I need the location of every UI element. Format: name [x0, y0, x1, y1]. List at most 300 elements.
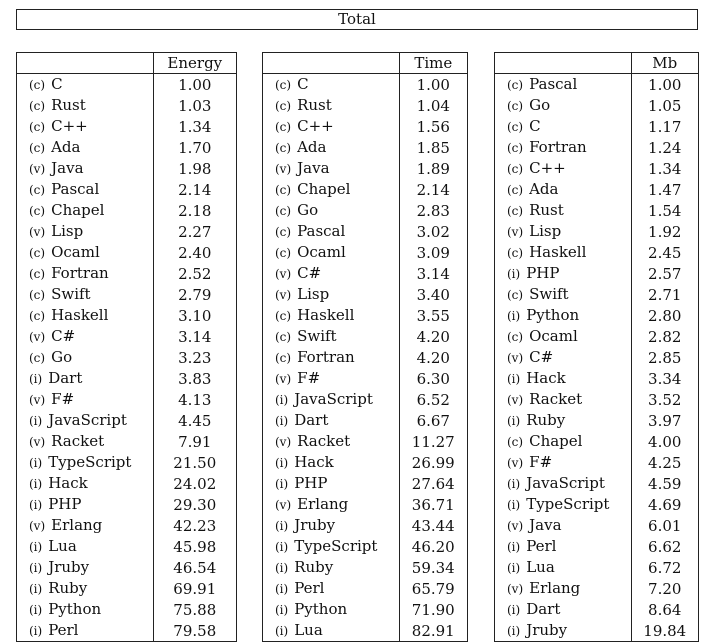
language-type-tag: (c) — [29, 246, 46, 260]
language-type-tag: (v) — [275, 162, 292, 176]
value-cell: 2.83 — [399, 200, 467, 221]
language-name: Go — [297, 201, 319, 219]
language-type-tag: (c) — [275, 309, 292, 323]
language-type-tag: (i) — [275, 414, 289, 428]
language-cell — [263, 368, 400, 389]
language-name: Jruby — [294, 516, 336, 534]
value-cell: 4.20 — [399, 347, 467, 368]
language-cell — [17, 368, 154, 389]
value-cell: 1.85 — [399, 137, 467, 158]
language-cell — [263, 578, 400, 599]
language-cell — [495, 263, 632, 284]
table-row — [495, 221, 699, 242]
language-cell — [263, 473, 400, 494]
language-type-tag: (c) — [507, 183, 524, 197]
language-name: Python — [294, 600, 348, 618]
language-cell — [263, 326, 400, 347]
table-row — [495, 95, 699, 116]
language-cell — [263, 557, 400, 578]
table-row — [263, 305, 468, 326]
language-name: TypeScript — [48, 453, 132, 471]
language-type-tag: (c) — [275, 78, 292, 92]
language-cell — [495, 515, 632, 536]
value-cell: 71.90 — [399, 599, 467, 620]
language-cell — [263, 263, 400, 284]
table-row — [495, 137, 699, 158]
language-type-tag: (i) — [275, 603, 289, 617]
value-cell: 82.91 — [399, 620, 467, 642]
language-type-tag: (c) — [29, 183, 46, 197]
language-name: Perl — [526, 537, 557, 555]
value-cell: 6.52 — [399, 389, 467, 410]
language-cell — [495, 557, 632, 578]
language-name: Racket — [297, 432, 351, 450]
table-row — [263, 95, 468, 116]
language-name: Dart — [526, 600, 561, 618]
value-cell: 3.14 — [399, 263, 467, 284]
language-cell — [263, 158, 400, 179]
language-type-tag: (v) — [507, 393, 524, 407]
table-row — [495, 599, 699, 620]
language-type-tag: (i) — [507, 414, 521, 428]
language-cell — [263, 410, 400, 431]
language-cell — [17, 74, 154, 96]
table-row — [17, 137, 237, 158]
value-cell: 27.64 — [399, 473, 467, 494]
value-cell: 8.64 — [631, 599, 698, 620]
language-cell — [263, 515, 400, 536]
value-cell: 1.98 — [153, 158, 236, 179]
table-row — [263, 620, 468, 642]
language-cell — [17, 536, 154, 557]
value-cell: 46.20 — [399, 536, 467, 557]
language-name: Chapel — [529, 432, 583, 450]
language-name: Dart — [294, 411, 329, 429]
mb-column-header: Mb — [631, 53, 698, 74]
value-cell: 1.04 — [399, 95, 467, 116]
value-cell: 45.98 — [153, 536, 236, 557]
table-row — [17, 431, 237, 452]
language-name: C++ — [529, 159, 566, 177]
language-cell — [17, 620, 154, 642]
language-type-tag: (c) — [29, 288, 46, 302]
language-name: Hack — [294, 453, 334, 471]
language-type-tag: (c) — [275, 183, 292, 197]
value-cell: 1.89 — [399, 158, 467, 179]
language-cell — [495, 326, 632, 347]
language-cell — [495, 368, 632, 389]
value-cell: 3.52 — [631, 389, 698, 410]
language-cell — [495, 221, 632, 242]
table-row — [263, 137, 468, 158]
language-cell — [495, 347, 632, 368]
language-name: Jruby — [526, 621, 568, 639]
language-cell — [495, 95, 632, 116]
table-row — [495, 578, 699, 599]
language-type-tag: (i) — [507, 561, 521, 575]
language-type-tag: (i) — [275, 519, 289, 533]
language-name: Ruby — [48, 579, 88, 597]
language-name: JavaScript — [48, 411, 127, 429]
language-cell — [263, 389, 400, 410]
table-row — [263, 410, 468, 431]
language-type-tag: (c) — [507, 99, 524, 113]
language-type-tag: (i) — [507, 624, 521, 638]
language-cell — [263, 347, 400, 368]
table-row — [495, 452, 699, 473]
language-cell — [17, 179, 154, 200]
language-cell — [263, 221, 400, 242]
language-name: Hack — [526, 369, 566, 387]
language-cell — [495, 158, 632, 179]
language-cell — [495, 74, 632, 96]
language-type-tag: (i) — [275, 624, 289, 638]
table-row — [495, 536, 699, 557]
language-type-tag: (v) — [29, 435, 46, 449]
time-column-header: Time — [399, 53, 467, 74]
language-type-tag: (v) — [29, 162, 46, 176]
language-cell — [495, 410, 632, 431]
language-cell — [17, 599, 154, 620]
language-cell — [263, 452, 400, 473]
value-cell: 1.54 — [631, 200, 698, 221]
value-cell: 3.34 — [631, 368, 698, 389]
language-type-tag: (i) — [29, 414, 43, 428]
language-name: Erlang — [51, 516, 103, 534]
language-type-tag: (c) — [507, 141, 524, 155]
language-name: Erlang — [297, 495, 349, 513]
value-cell: 6.62 — [631, 536, 698, 557]
language-name: Lua — [526, 558, 555, 576]
language-cell — [17, 305, 154, 326]
language-name: C — [51, 75, 63, 93]
value-cell: 2.52 — [153, 263, 236, 284]
language-type-tag: (c) — [29, 204, 46, 218]
language-type-tag: (c) — [507, 246, 524, 260]
language-name: TypeScript — [294, 537, 378, 555]
language-cell — [263, 620, 400, 642]
language-type-tag: (c) — [275, 99, 292, 113]
table-row — [17, 284, 237, 305]
value-cell: 2.85 — [631, 347, 698, 368]
language-name: JavaScript — [526, 474, 605, 492]
table-row — [17, 536, 237, 557]
table-row — [17, 116, 237, 137]
language-cell — [17, 95, 154, 116]
language-name: Swift — [529, 285, 569, 303]
language-cell — [263, 95, 400, 116]
value-cell: 59.34 — [399, 557, 467, 578]
table-row — [17, 599, 237, 620]
language-cell — [263, 431, 400, 452]
language-name: Ruby — [526, 411, 566, 429]
language-cell — [17, 347, 154, 368]
language-type-tag: (v) — [507, 519, 524, 533]
language-name: F# — [529, 453, 553, 471]
language-cell — [17, 263, 154, 284]
table-row — [263, 326, 468, 347]
language-name: Pascal — [297, 222, 346, 240]
table-row — [495, 620, 699, 642]
language-name: Perl — [48, 621, 79, 639]
table-row — [17, 347, 237, 368]
table-row — [263, 452, 468, 473]
value-cell: 3.40 — [399, 284, 467, 305]
language-cell — [495, 284, 632, 305]
table-row — [495, 557, 699, 578]
language-name: Erlang — [529, 579, 581, 597]
language-type-tag: (c) — [507, 435, 524, 449]
table-row — [263, 221, 468, 242]
value-cell: 4.59 — [631, 473, 698, 494]
value-cell: 6.30 — [399, 368, 467, 389]
language-cell — [17, 557, 154, 578]
table-row — [263, 284, 468, 305]
language-type-tag: (c) — [29, 309, 46, 323]
language-cell — [495, 620, 632, 642]
value-cell: 2.14 — [399, 179, 467, 200]
table-row — [263, 536, 468, 557]
language-cell — [17, 389, 154, 410]
language-name: Swift — [51, 285, 91, 303]
language-name: Racket — [51, 432, 105, 450]
language-type-tag: (c) — [29, 120, 46, 134]
language-type-tag: (i) — [275, 393, 289, 407]
table-row — [17, 557, 237, 578]
language-name: Ocaml — [297, 243, 346, 261]
table-row — [263, 200, 468, 221]
value-cell: 3.55 — [399, 305, 467, 326]
value-cell: 7.91 — [153, 431, 236, 452]
language-type-tag: (i) — [275, 477, 289, 491]
table-row — [17, 452, 237, 473]
language-name: C — [297, 75, 309, 93]
value-cell: 1.34 — [153, 116, 236, 137]
value-cell: 2.57 — [631, 263, 698, 284]
language-type-tag: (c) — [275, 246, 292, 260]
table-row — [17, 242, 237, 263]
value-cell: 3.23 — [153, 347, 236, 368]
value-cell: 29.30 — [153, 494, 236, 515]
table-row — [495, 515, 699, 536]
table-row — [495, 494, 699, 515]
language-cell — [17, 242, 154, 263]
table-row — [263, 368, 468, 389]
language-cell — [17, 578, 154, 599]
language-name: Fortran — [51, 264, 109, 282]
language-name: Ada — [51, 138, 81, 156]
language-name: Pascal — [51, 180, 100, 198]
language-type-tag: (c) — [275, 141, 292, 155]
table-row — [17, 473, 237, 494]
language-type-tag: (c) — [275, 351, 292, 365]
value-cell: 79.58 — [153, 620, 236, 642]
language-name: Perl — [294, 579, 325, 597]
language-cell — [495, 242, 632, 263]
value-cell: 3.83 — [153, 368, 236, 389]
value-cell: 6.72 — [631, 557, 698, 578]
value-cell: 2.45 — [631, 242, 698, 263]
language-name: Haskell — [51, 306, 109, 324]
table-row — [17, 200, 237, 221]
table-row — [495, 200, 699, 221]
table-row — [263, 116, 468, 137]
language-type-tag: (i) — [29, 624, 43, 638]
language-cell — [495, 179, 632, 200]
language-name: Java — [529, 516, 562, 534]
language-name: Fortran — [529, 138, 587, 156]
language-type-tag: (i) — [29, 456, 43, 470]
table-row — [263, 263, 468, 284]
language-name: Lisp — [529, 222, 562, 240]
language-name: Python — [48, 600, 102, 618]
language-type-tag: (i) — [507, 540, 521, 554]
table-row — [17, 263, 237, 284]
language-name: Dart — [48, 369, 83, 387]
language-cell — [17, 284, 154, 305]
value-cell: 3.10 — [153, 305, 236, 326]
language-type-tag: (v) — [275, 288, 292, 302]
value-cell: 1.34 — [631, 158, 698, 179]
language-name: PHP — [526, 264, 560, 282]
value-cell: 2.80 — [631, 305, 698, 326]
language-type-tag: (c) — [507, 330, 524, 344]
language-type-tag: (c) — [275, 120, 292, 134]
table-row — [17, 326, 237, 347]
language-name: PHP — [294, 474, 328, 492]
value-cell: 1.92 — [631, 221, 698, 242]
language-name: Chapel — [51, 201, 105, 219]
language-type-tag: (c) — [275, 204, 292, 218]
language-type-tag: (v) — [29, 330, 46, 344]
language-type-tag: (i) — [29, 540, 43, 554]
language-cell — [263, 116, 400, 137]
language-cell — [495, 116, 632, 137]
language-name: Rust — [297, 96, 332, 114]
table-row — [263, 179, 468, 200]
table-row — [495, 389, 699, 410]
table-row — [495, 326, 699, 347]
language-name: Ada — [529, 180, 559, 198]
language-type-tag: (i) — [507, 477, 521, 491]
language-name: F# — [297, 369, 321, 387]
language-name: Hack — [48, 474, 88, 492]
language-name: Ruby — [294, 558, 334, 576]
language-cell — [263, 599, 400, 620]
table-row — [263, 242, 468, 263]
language-name: JavaScript — [294, 390, 373, 408]
table-row — [17, 494, 237, 515]
language-type-tag: (i) — [507, 498, 521, 512]
memory-table — [494, 52, 699, 642]
table-row — [495, 284, 699, 305]
language-name: Fortran — [297, 348, 355, 366]
language-cell — [495, 578, 632, 599]
value-cell: 1.00 — [399, 74, 467, 96]
language-name: Java — [51, 159, 84, 177]
language-type-tag: (c) — [29, 351, 46, 365]
table-row — [17, 95, 237, 116]
language-name: Lua — [48, 537, 77, 555]
language-type-tag: (v) — [275, 267, 292, 281]
language-cell — [17, 494, 154, 515]
table-title: Total — [16, 9, 698, 30]
language-cell — [263, 494, 400, 515]
language-cell — [263, 74, 400, 96]
language-cell — [495, 599, 632, 620]
table-row — [495, 347, 699, 368]
language-cell — [495, 431, 632, 452]
language-type-tag: (i) — [29, 477, 43, 491]
language-type-tag: (c) — [29, 141, 46, 155]
table-row — [17, 515, 237, 536]
language-type-tag: (c) — [507, 288, 524, 302]
language-type-tag: (i) — [275, 456, 289, 470]
table-row — [17, 305, 237, 326]
language-cell — [495, 389, 632, 410]
language-cell — [17, 431, 154, 452]
language-type-tag: (c) — [507, 78, 524, 92]
table-row — [263, 578, 468, 599]
language-name: C# — [297, 264, 322, 282]
language-cell — [17, 221, 154, 242]
language-type-tag: (v) — [29, 519, 46, 533]
value-cell: 2.82 — [631, 326, 698, 347]
language-type-tag: (i) — [275, 561, 289, 575]
language-name: Chapel — [297, 180, 351, 198]
language-cell — [495, 452, 632, 473]
table-row — [495, 263, 699, 284]
language-cell — [263, 242, 400, 263]
table-row — [263, 389, 468, 410]
language-cell — [17, 116, 154, 137]
value-cell: 3.09 — [399, 242, 467, 263]
language-name: Lisp — [51, 222, 84, 240]
value-cell: 11.27 — [399, 431, 467, 452]
language-type-tag: (i) — [275, 582, 289, 596]
table-row — [17, 158, 237, 179]
table-row — [263, 347, 468, 368]
value-cell: 69.91 — [153, 578, 236, 599]
value-cell: 24.02 — [153, 473, 236, 494]
language-type-tag: (i) — [29, 498, 43, 512]
language-name: C++ — [297, 117, 334, 135]
value-cell: 3.14 — [153, 326, 236, 347]
language-name: C++ — [51, 117, 88, 135]
value-cell: 26.99 — [399, 452, 467, 473]
table-row — [495, 116, 699, 137]
value-cell: 2.18 — [153, 200, 236, 221]
language-name: Pascal — [529, 75, 578, 93]
table-row — [495, 242, 699, 263]
language-name: Rust — [529, 201, 564, 219]
language-type-tag: (i) — [275, 540, 289, 554]
value-cell: 42.23 — [153, 515, 236, 536]
table-row — [17, 578, 237, 599]
value-cell: 3.02 — [399, 221, 467, 242]
table-row — [17, 410, 237, 431]
language-type-tag: (v) — [29, 393, 46, 407]
language-name: Ada — [297, 138, 327, 156]
value-cell: 2.40 — [153, 242, 236, 263]
value-cell: 1.70 — [153, 137, 236, 158]
language-cell — [263, 137, 400, 158]
language-cell — [17, 200, 154, 221]
time-table — [262, 52, 468, 642]
language-name: Lua — [294, 621, 323, 639]
language-column-header — [17, 53, 154, 74]
value-cell: 4.00 — [631, 431, 698, 452]
